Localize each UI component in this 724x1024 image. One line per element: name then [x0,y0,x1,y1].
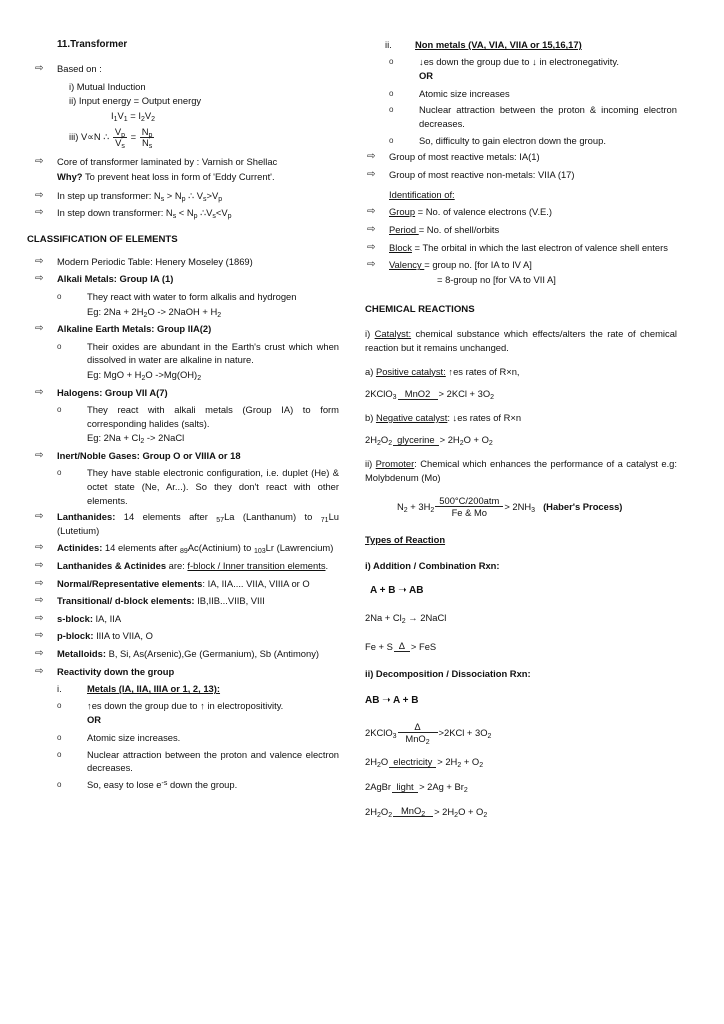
arrow-bar [398,399,438,400]
metals-point-2: Atomic size increases. [87,731,181,743]
left-column [27,38,339,794]
catalyst-text: chemical substance which effects/alters the rate of chemical reaction but it remains unchanged. [365,328,677,353]
why-eddy-current [57,170,339,184]
right-column [365,38,677,822]
inert-gases-point: They have stable electronic configuration, i.e. duplet (He) & octet state (Ne, Ar...). So they don't react with other elements. [87,467,339,506]
equation-agbr-photolysis [365,780,677,794]
positive-catalyst-label: Positive catalyst: [375,365,446,377]
circle-bullet-icon: o [389,56,394,66]
step-up-text: In step up transformer: $N_s > N_p$ ∴ $V_s>V_p$ [57,189,223,203]
promoter-num: ii) [365,457,376,469]
normal-elements-text: : IA, IIA.... VIIA, VIIIA or O [202,577,310,589]
reaction-condition [393,805,433,817]
arrow-bar [392,792,418,793]
negative-num: b) [365,411,376,423]
nonmetals-point-1: ↓es down the group due to ↓ in electronegativity. [419,55,619,67]
bullet-s-block [33,612,339,626]
arrow-bullet-icon: ⇨ [367,224,376,236]
reaction-condition [392,781,418,793]
bullet-most-reactive-metals [365,150,677,164]
f-block-label: Lanthanides & Actinides [57,560,167,572]
step-down-text: In step down transformer: $N_s < N_p$ $\therefore V_s<V_p$ [57,207,232,220]
bullet-metalloids [33,647,339,661]
fraction-equals: = [130,131,137,143]
bullet-lanthanides [33,510,339,537]
arrow-bullet-icon: ⇨ [35,273,44,285]
circle-bullet-icon: o [57,732,62,742]
arrow-bullet-icon: ⇨ [35,189,44,201]
subbullet-metals-p1 [57,699,339,728]
reaction-condition [394,640,410,652]
bullet-group-identification [365,205,677,219]
condition-above: MnO2 [404,387,431,399]
alkaline-earth-title: Alkaline Earth Metals: Group IIA(2) [57,323,212,335]
arrow-bar [393,445,439,446]
metals-title: Metals (IA, IIA, IIIA or 1, 2, 13): [87,683,221,695]
eq-product: > $2H_2 + O_2$ [437,756,484,770]
roman-item-nonmetals [385,38,677,52]
reactivity-title: Reactivity down the group [57,665,175,677]
circle-bullet-icon: o [57,405,62,415]
bullet-block-identification [365,241,677,255]
arrow-bullet-icon: ⇨ [35,577,44,589]
promoter-definition [365,457,677,484]
transitional-line [57,594,339,608]
eq-reactant: 2KClO$_3$ [365,727,397,740]
eq-product: > $2H_2O + O_2$ [439,434,493,448]
negative-catalyst-line [365,411,677,425]
alkali-metals-point: They react with water to form alkalis and hydrogen [87,290,297,302]
core-lamination-text: Core of transformer laminated by : Varnish or Shellac [57,156,278,168]
eq-reactant: 2KClO$_3$ [365,388,397,401]
condition-above: 500°C/200atm [439,495,500,507]
period-identification-line [389,223,677,237]
halogens-example: Eg: $2Na + Cl_2$ -> 2NaCl [87,432,185,446]
eq-reactant: 2AgBr [365,780,392,792]
period-text: = No. of shell/orbits [418,224,500,236]
arrow-bullet-icon: ⇨ [367,168,376,180]
bullet-modern-periodic-table [33,255,339,269]
arrow-bullet-icon: ⇨ [35,511,44,523]
equation-kclo3-mno2 [365,387,677,401]
bullet-inert-gases [33,449,339,463]
nonmetals-or-label: OR [419,70,434,82]
arrow-bar [393,816,433,817]
block-identification-line [389,241,677,255]
condition-below: Fe & Mo [451,507,487,519]
period-label: Period [389,224,419,236]
circle-bullet-icon: o [57,779,62,789]
arrow-bullet-icon: ⇨ [35,156,44,168]
arrow-bullet-icon: ⇨ [367,206,376,218]
eq-reactant: $N_2 + 3H_2$ [397,500,435,514]
inert-gases-title: Inert/Noble Gases: Group O or VIIIA or 18 [57,449,241,461]
eq-reactant: $2H_2O_2$ [365,805,393,819]
reaction-condition [435,495,503,518]
metalloids-text: B, Si, As(Arsenic),Ge (Germanium), Sb (Antimony) [105,648,320,659]
positive-num: a) [365,365,376,377]
negative-catalyst-label: Negative catalyst [375,411,448,423]
arrow-bullet-icon: ⇨ [35,255,44,267]
f-block-line [57,559,339,573]
promoter-text: : Chemical which enhances the performance of a catalyst e.g: Molybdenum (Mo) [365,457,677,483]
condition-above: light [396,780,414,792]
arrow-bullet-icon: ⇨ [35,665,44,677]
bullet-most-reactive-nonmetals [365,168,677,182]
circle-bullet-icon: o [57,291,62,301]
circle-bullet-icon: o [389,88,394,98]
p-block-line [57,629,339,643]
arrow-bullet-icon: ⇨ [35,207,44,219]
bullet-alkaline-earth-metals [33,322,339,336]
equation-h2o2-mno2 [365,805,677,819]
circle-bullet-icon: o [57,749,62,759]
section-heading-classification: CLASSIFICATION OF ELEMENTS [27,233,178,245]
reaction-condition [398,388,438,400]
equation-water-electrolysis [365,755,677,769]
metals-point-4: So, easy to lose $e^{-s}$ down the group. [87,778,238,790]
addition-equation-nacl: $2Na + Cl_2$ → 2NaCl [365,611,447,625]
condition-above: electricity [393,756,433,768]
equation-fe-s-fes [365,640,677,654]
equation-kclo3-decomposition [365,721,677,747]
arrow-bullet-icon: ⇨ [35,63,44,74]
page-title: 11.Transformer [57,39,128,50]
lanthanides-label: Lanthanides: [57,511,116,523]
s-block-text: IA, IIA [92,612,122,624]
equation-h2o2-glycerine [365,433,677,447]
arrow-bullet-icon: ⇨ [367,151,376,163]
modern-periodic-table-text: Modern Periodic Table: Henery Moseley (1869) [57,255,253,267]
eq-product: > $2H_2O + O_2$ [434,805,488,819]
transitional-label: Transitional/ d-block elements: [57,595,195,607]
roman-marker-ii: ii. [385,39,392,50]
decomposition-general-form: AB ➝ A + B [365,694,419,706]
eq-reactant: $2H_2O$ [365,756,389,770]
arrow-bullet-icon: ⇨ [35,595,44,607]
bullet-halogens [33,386,339,400]
subbullet-inert-gases [57,466,339,507]
subbullet-nonmetals-p4 [389,134,677,148]
bullet-transitional-elements [33,594,339,608]
valency-line-2: = 8-group no [for VA to VII A] [437,273,556,285]
eq-product: > $2Ag + Br_2$ [419,780,468,794]
positive-catalyst-line [365,365,677,379]
circle-bullet-icon: o [57,468,62,478]
negative-catalyst-text: : ↓es rates of R×n [447,411,522,423]
identification-heading: Identification of: [389,189,455,201]
arrow-bullet-icon: ⇨ [35,612,44,624]
p-block-text: IIIA to VIIA, O [93,630,153,642]
arrow-bullet-icon: ⇨ [35,323,44,335]
group-identification-line [389,205,677,219]
voltage-turns-relation [69,126,339,151]
two-column-layout [27,38,680,822]
s-block-line [57,612,339,626]
metals-or-label: OR [87,714,102,726]
voltage-turns-prefix: iii) V∝N ∴ [69,131,110,143]
halogens-title: Halogens: Group VII A(7) [57,386,168,398]
nonmetals-point-2: Atomic size increases [419,87,510,99]
based-on-label: Based on : [57,63,102,74]
eq-reactant: Fe + S [365,640,393,652]
eq-product: > $2NH_3$ [504,500,536,514]
decomposition-reaction-heading: ii) Decomposition / Dissociation Rxn: [365,668,531,680]
subbullet-metals-p4 [57,778,339,792]
addition-reaction-heading: i) Addition / Combination Rxn: [365,559,500,571]
circle-bullet-icon: o [57,341,62,351]
bullet-alkali-metals [33,272,339,286]
metalloids-label: Metalloids: [57,648,106,659]
arrow-bullet-icon: ⇨ [367,259,376,271]
bullet-reactivity [33,665,339,679]
bullet-period-identification [365,223,677,237]
why-label: Why? [57,170,83,182]
subbullet-metals-p3 [57,748,339,775]
circle-bullet-icon: o [389,105,394,115]
s-block-label: s-block: [57,612,93,624]
roman-item-metals [57,682,339,696]
arrow-bullet-icon: ⇨ [35,648,44,659]
nonmetals-point-3: Nuclear attraction between the proton & incoming electron decreases. [419,104,677,129]
catalyst-num: i) [365,328,375,340]
alkaline-earth-example: Eg: MgO + $H_2O$ $->Mg(OH)_2$ [87,368,202,382]
bullet-p-block [33,629,339,643]
condition-above: MnO$_2$ [400,805,426,819]
subbullet-halogens [57,403,339,446]
metalloids-line [57,647,339,661]
lanthanides-line: Lanthanides: 14 elements after $_{57}$La (Lanthanum) to $_{71}$Lu (Lutetium) [57,511,339,536]
fraction-vp-vs: $\frac{V_p}{V_s}$ [114,126,126,151]
mutual-induction-line: i) Mutual Induction [69,80,146,92]
group-text: = No. of valence electrons (V.E.) [415,206,553,218]
energy-equation: $I_1V_1 = I_2V_2$ [111,109,156,123]
bullet-actinides [33,541,339,555]
valency-text: = group no. [for IA to IV A] [424,259,532,271]
bullet-valency-identification [365,258,677,287]
valency-label: Valency [389,259,425,271]
promoter-label: Promoter [375,457,415,469]
fraction-np-ns: $\frac{N_p}{N_s}$ [141,126,153,151]
haber-process-name: (Haber's Process) [543,500,623,512]
arrow-bar [389,767,436,768]
most-reactive-metals-text: Group of most reactive metals: IA(1) [389,151,540,163]
metals-point-3: Nuclear attraction between the proton and valence electron decreases. [87,748,339,774]
catalyst-label: Catalyst: [374,328,412,340]
bullet-step-up [33,189,339,203]
actinides-line: Actinides: 14 elements after $_{89}$Ac(Actinium) to $_{103}$Lr (Lawrencium) [57,542,334,556]
actinides-label: Actinides: [57,542,103,554]
eq-reactant: $2H_2O_2$ [365,434,393,448]
condition-above: Δ [398,640,406,652]
condition-above: glycerine [397,434,435,446]
metals-point-1: ↑es down the group due to ↑ in electropositivity. [87,699,284,711]
group-label: Group [389,206,416,218]
halogens-point: They react with alkali metals (Group IA) to form corresponding halides (salts). [87,404,339,429]
eq-product: $>2KCl + 3O_2$ [438,727,492,740]
eq-product: > FeS [410,640,437,652]
addition-general-form: A + B ➝ AB [370,585,424,597]
equation-haber-process [397,495,677,518]
alkali-metals-title: Alkali Metals: Group IA (1) [57,273,174,285]
arrow-bullet-icon: ⇨ [35,560,44,572]
subbullet-alkali-reaction [57,290,339,319]
transitional-text: IB,IIB...VIIB, VIII [194,595,265,607]
reaction-condition [389,756,436,768]
normal-elements-label: Normal/Representative elements [57,577,203,589]
arrow-bullet-icon: ⇨ [367,241,376,253]
condition-below: MnO$_2$ [405,733,430,747]
block-text: = The orbital in which the last electron of valence shell enters [411,241,668,253]
arrow-bullet-icon: ⇨ [35,449,44,461]
f-block-underlined: f-block / Inner transition elements [187,560,326,572]
eq-product: > $2KCl + 3O_2$ [438,388,495,401]
arrow-bar [394,651,410,652]
subbullet-nonmetals-p2 [389,87,677,101]
normal-elements-line [57,577,339,591]
subbullet-alkaline-earth [57,340,339,383]
why-text: To prevent heat loss in form of 'Eddy Current'. [82,170,275,182]
positive-catalyst-text: ↑es rates of R×n, [445,365,520,377]
roman-marker-i: i. [57,683,62,695]
bullet-based-on [33,62,339,76]
section-heading-chemical-reactions: CHEMICAL REACTIONS [365,304,475,316]
reaction-condition [398,721,438,747]
alkaline-earth-point: Their oxides are abundant in the Earth's crust which when dissolved in water are alkaline in nature. [87,340,339,366]
circle-bullet-icon: o [389,135,394,145]
reaction-condition [393,434,439,446]
f-block-mid: are: [166,560,188,572]
alkali-metals-example: Eg: $2Na + 2H_2O$ -> 2NaOH + $H_2$ [87,305,222,319]
bullet-step-down [33,206,339,220]
nonmetals-title: Non metals (VA, VIA, VIIA or 15,16,17) [415,39,582,50]
condition-above: Δ [414,721,421,733]
most-reactive-nonmetals-text: Group of most reactive non-metals: VIIA (17) [389,168,575,180]
types-of-reaction-heading: Types of Reaction [365,534,446,546]
bullet-core-lamination [33,155,339,184]
input-output-energy-line: ii) Input energy = Output energy [69,95,202,107]
nonmetals-point-4: So, difficulty to gain electron down the group. [419,134,606,146]
circle-bullet-icon: o [57,700,62,710]
subbullet-metals-p2 [57,731,339,745]
valency-line-1 [389,258,677,272]
bullet-f-block [33,559,339,573]
bullet-normal-elements [33,577,339,591]
arrow-bullet-icon: ⇨ [35,630,44,642]
arrow-bullet-icon: ⇨ [35,542,44,554]
subbullet-nonmetals-p1 [389,55,677,84]
block-label: Block [389,241,412,253]
f-block-end: . [325,560,329,572]
p-block-label: p-block: [57,630,94,642]
subbullet-nonmetals-p3 [389,103,677,130]
arrow-bullet-icon: ⇨ [35,386,44,398]
catalyst-definition [365,327,677,354]
